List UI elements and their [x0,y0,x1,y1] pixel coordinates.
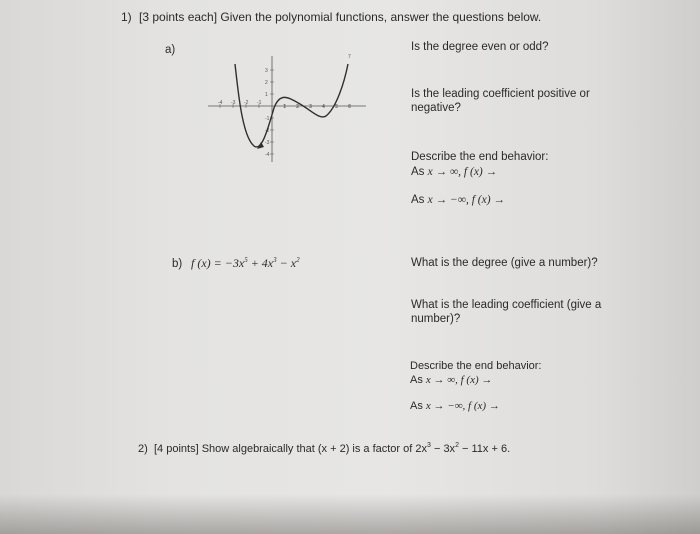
as-prefix: As [411,166,428,178]
question-2-text [154,442,510,456]
x-tick-label: 1 [283,104,286,110]
x-tick-label: 2 [296,104,299,110]
x-axis-ticks [218,100,351,110]
x-tick-label: -1 [257,100,262,106]
limit-expression: x → ∞, f (x) → [425,374,493,386]
question-2-number: 2) [138,443,148,455]
page-bottom-shadow [0,494,700,534]
x-tick-label: 5 [335,104,338,110]
part-a-leading-question-line1: Is the leading coefficient positive or [411,88,590,100]
x-tick-label: 4 [322,104,325,110]
exponent: 2 [296,256,300,264]
part-b-end-behavior-positive [410,373,492,387]
y-tick-label: -3 [265,140,270,146]
corner-tick-label: 7 [348,54,351,60]
exponent: 5 [244,256,248,264]
part-b-function [191,256,300,270]
question-2-text-part: − 3x [430,443,456,455]
as-prefix: As [411,194,428,206]
exponent: 2 [455,442,459,449]
limit-expression: x → ∞, f (x) → [427,166,498,178]
polynomial-graph [198,50,370,166]
part-a-end-behavior-positive [411,165,497,179]
function-term: + 4x [247,256,274,270]
y-tick-label: -2 [265,128,270,134]
part-b-leading-question-line1: What is the leading coefficient (give a [411,299,602,311]
part-a-degree-question: Is the degree even or odd? [411,41,549,53]
exponent: 3 [273,256,277,264]
question-2-text-part: [4 points] Show algebraically that (x + 2) is a factor of 2x [154,443,427,455]
curve-arrow-marker [257,142,264,149]
part-a-label: a) [165,44,176,56]
part-b-label: b) [172,258,183,270]
y-tick-label: 1 [265,92,268,98]
question-1-number: 1) [121,10,132,24]
as-prefix: As [410,374,426,386]
part-b-leading-question-line2: number)? [411,313,461,325]
x-tick-label: 3 [309,104,312,110]
part-b-end-behavior-heading: Describe the end behavior: [410,360,542,372]
part-a-end-behavior-negative [411,193,505,207]
polynomial-curve [235,64,348,147]
x-tick-label: 6 [348,104,351,110]
y-tick-label: 3 [265,68,268,74]
as-prefix: As [410,400,426,412]
exponent: 3 [427,442,431,449]
function-term: − x [276,256,297,270]
x-tick-label: -2 [244,100,249,106]
y-tick-label: 2 [265,80,268,86]
part-b-end-behavior-negative [410,399,500,413]
limit-expression: x → −∞, f (x) → [427,194,505,206]
part-a-end-behavior-heading: Describe the end behavior: [411,151,549,163]
x-tick-label: -4 [218,100,223,106]
y-tick-label: -4 [265,152,270,158]
y-tick-label: -1 [265,116,270,122]
question-2-text-part: − 11x + 6. [458,443,511,455]
part-a-leading-question-line2: negative? [411,102,461,114]
function-term: f (x) = −3x [191,256,245,270]
question-1-instructions: [3 points each] Given the polynomial functions, answer the questions below. [139,10,542,24]
x-tick-label: -3 [231,100,236,106]
limit-expression: x → −∞, f (x) → [425,400,500,412]
part-b-degree-question: What is the degree (give a number)? [411,257,598,269]
